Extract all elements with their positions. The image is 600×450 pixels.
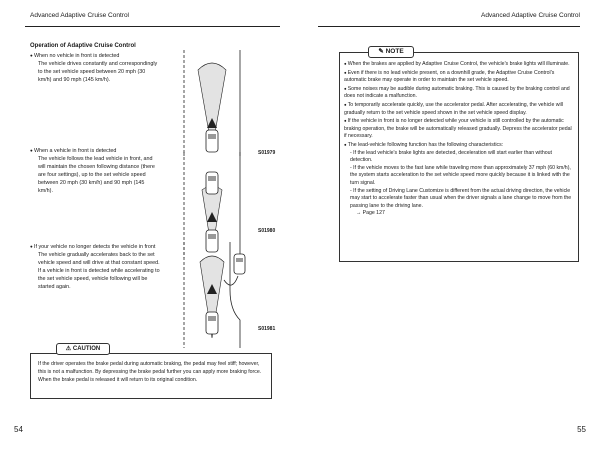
block-body-2: If a vehicle in front is detected while accelerating to the set vehicle speed, vehicle following will be started again. (38, 268, 160, 291)
note-subitem-text: If the setting of Driving Lane Customize is different from the actual driving direction, the vehicle may start to accelerate faster than usual when the driver signals a lane change to move from the passing lane to the driving lane. (350, 187, 572, 209)
caution-header (56, 343, 110, 355)
note-item: ● To temporarily accelerate quickly, use the accelerator pedal. After accelerating, the vehicle will gradually return to the set vehicle speed shown in the set vehicle speed display. (344, 101, 572, 117)
block-bullet: ● If your vehicle no longer detects the vehicle in front (30, 243, 160, 251)
operation-block-no-vehicle (30, 52, 160, 84)
figure-label-1: S01979 (258, 150, 276, 156)
note-item: ● If the vehicle in front is no longer detected while your vehicle is still controlled by the automatic braking operation, the brake will be automatically released gradually. Depress the accelerator pedal if necessary. (344, 117, 572, 141)
own-car-icon (206, 130, 218, 152)
operation-block-no-longer-detects (30, 243, 160, 292)
block-body: The vehicle follows the lead vehicle in front, and will maintain the chosen following distance (there are four settings), up to the set vehicle speed between 20 mph (30 km/h) and 90 mph (145 km/h). (38, 156, 155, 195)
figure-label-3: S01981 (258, 326, 276, 332)
header-rule-right (318, 26, 580, 27)
note-body (344, 60, 572, 218)
page-reference-link[interactable]: → Page 127 (356, 210, 385, 217)
car-window (208, 234, 216, 239)
note-subitem-text: If the lead vehicle's brake lights are detected, deceleration will start earlier than without detection. (350, 149, 552, 164)
note-label: NOTE (385, 48, 404, 55)
warning-triangle-icon: ⚠ (65, 346, 72, 352)
operation-block-vehicle-detected (30, 147, 160, 196)
page-number-right: 55 (577, 425, 586, 434)
block-body: The vehicle drives constantly and correspondingly to the set vehicle speed between 20 mph (30 km/h) and 90 mph (145 km/h). (38, 61, 158, 84)
car-window (208, 134, 216, 139)
caution-text: If the driver operates the brake pedal during automatic braking, the pedal may feel stiff; however, this is not a malfunction. By depressing the brake pedal further you can apply more braking force. When the brake pedal is released it will return to its original condition. (38, 361, 262, 383)
block-bullet: ● When no vehicle in front is detected (30, 52, 160, 60)
note-subitem: - If the lead vehicle's brake lights are detected, deceleration will start earlier than without detection. (350, 149, 552, 164)
note-item: ● The lead-vehicle following function has the following characteristics: (344, 141, 572, 150)
note-subitem-text: If the vehicle moves to the fast lane while traveling more than approximately 37 mph (60 km/h), the system starts acceleration to the set vehicle speed more quickly because it is linked with the turn signal. (350, 164, 571, 186)
header-rule-left (25, 26, 280, 27)
car-window (236, 258, 243, 262)
note-item: ● When the brakes are applied by Adaptive Cruise Control, the vehicle's brake lights will illuminate. (344, 60, 572, 69)
section-title: Operation of Adaptive Cruise Control (30, 43, 136, 49)
own-car-icon (206, 312, 218, 334)
figure-label-2: S01980 (258, 228, 276, 234)
block-body: The vehicle gradually accelerates back to the set vehicle speed and will drive at that constant speed. (38, 252, 160, 267)
figure-no-vehicle (172, 48, 262, 158)
block-bullet: ● When a vehicle in front is detected (30, 147, 160, 155)
note-subitem: - If the setting of Driving Lane Customize is different from the actual driving direction, the vehicle may start to accelerate faster than usual when the driver signals a lane change to move from the passing lane to the driving lane. (350, 187, 572, 209)
car-window (208, 176, 216, 181)
figure-no-longer-detects (172, 240, 262, 350)
page-number-left: 54 (14, 425, 23, 434)
note-header (368, 46, 414, 58)
note-subitem: - If the vehicle moves to the fast lane while traveling more than approximately 37 mph (60 km/h), the system starts acceleration to the set vehicle speed more quickly because it is linked with the turn signal. (350, 164, 571, 186)
running-header-right: Advanced Adaptive Cruise Control (480, 12, 580, 19)
other-car-icon (234, 254, 245, 274)
note-item: ● Some noises may be audible during automatic braking. This is caused by the braking control and does not indicate a malfunction. (344, 85, 572, 101)
note-pencil-icon: ✎ (378, 48, 384, 55)
lane-change-arrow-icon (224, 276, 238, 285)
lead-car-icon (206, 172, 218, 194)
note-item: ● Even if there is no lead vehicle present, on a downhill grade, the Adaptive Cruise Control's automatic brake may operate in order to maintain the set vehicle speed. (344, 69, 572, 85)
car-window (208, 316, 216, 321)
running-header-left: Advanced Adaptive Cruise Control (30, 12, 130, 19)
caution-label: CAUTION (72, 346, 101, 352)
